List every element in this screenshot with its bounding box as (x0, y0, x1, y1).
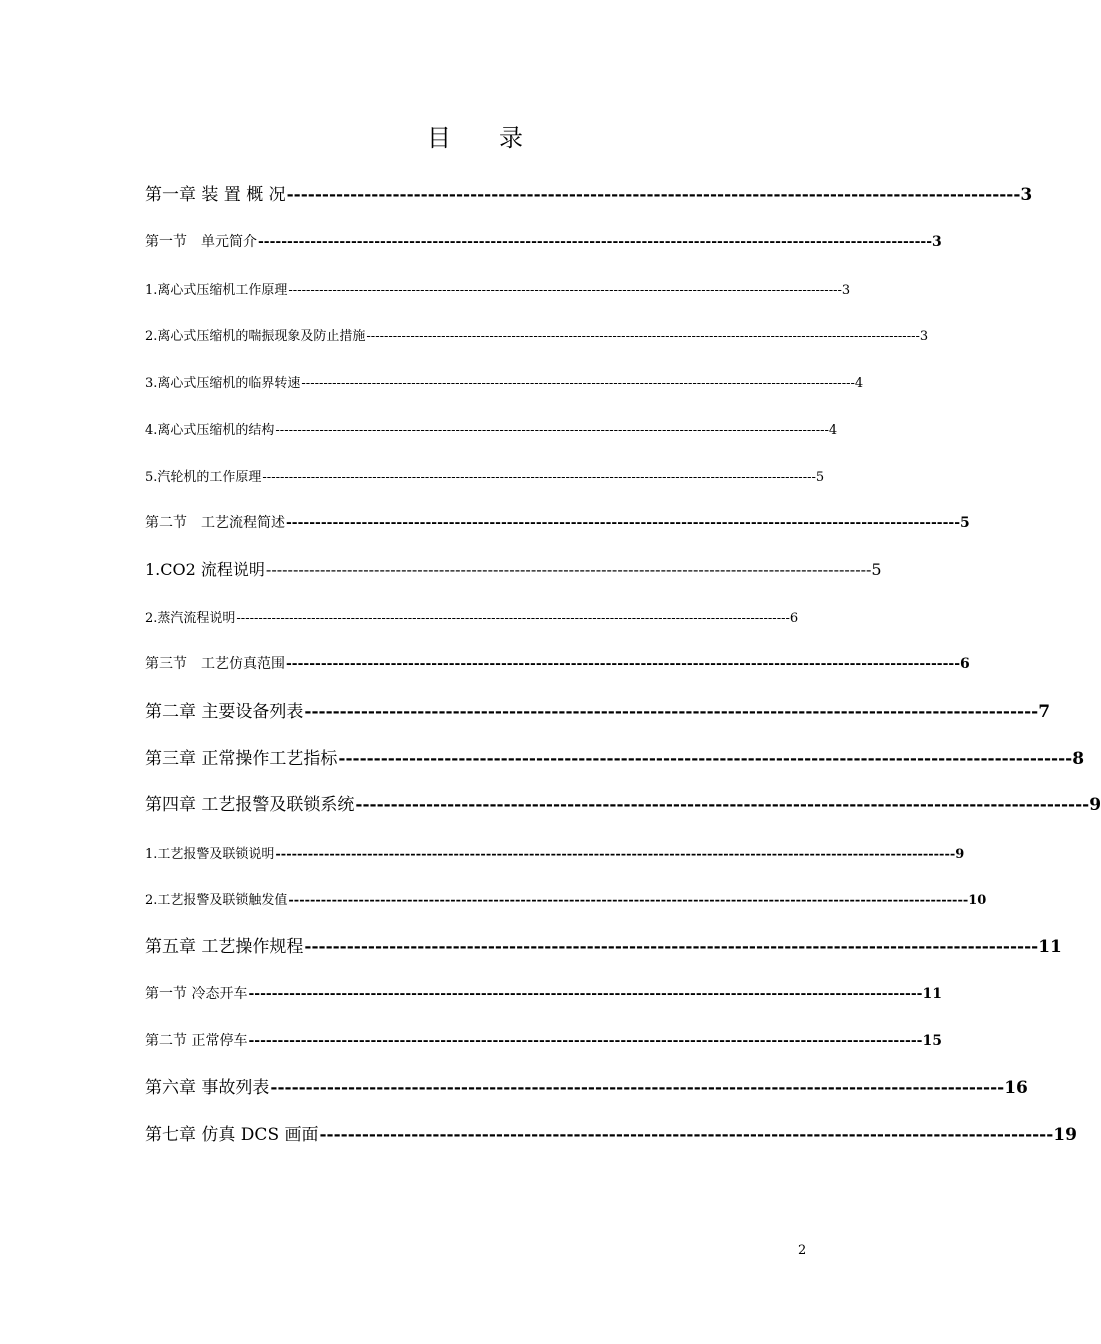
toc-leader-dots: ------------------------------------------------------------------------------------------------------------------------------ (301, 376, 855, 391)
toc-leader-dots: -------------------------------------------------------------------------------------------------------------------- (248, 1033, 923, 1049)
toc-entry-label: 1.离心式压缩机工作原理 (145, 283, 288, 298)
toc-entry-label: 2.工艺报警及联锁触发值 (145, 893, 288, 908)
toc-entry-label: 第六章 事故列表 (145, 1078, 270, 1098)
toc-entry-label: 2.蒸汽流程说明 (145, 611, 236, 626)
toc-entry-label: 1.CO2 流程说明 (145, 560, 265, 579)
toc-entry[interactable] (145, 653, 970, 673)
toc-entry-page: 3 (919, 329, 929, 344)
toc-leader-dots: -------------------------------------------------------------------------------------------------------- (338, 749, 1073, 769)
toc-entry-label: 5.汽轮机的工作原理 (145, 470, 262, 485)
toc-entry-label: 第二章 主要设备列表 (145, 702, 304, 722)
toc-entry-page: 9 (1089, 795, 1101, 815)
toc-entry[interactable] (145, 512, 970, 532)
toc-entry[interactable] (145, 744, 1085, 769)
toc-entry[interactable] (145, 419, 838, 438)
toc-leader-dots: -------------------------------------------------------------------------------------------------------- (304, 937, 1039, 957)
toc-entry[interactable] (145, 889, 987, 908)
toc-leader-dots: -------------------------------------------------------------------------------------------------------- (319, 1125, 1054, 1145)
toc-entry-page: 7 (1038, 702, 1051, 722)
toc-entry-label: 第一章 装 置 概 况 (145, 185, 286, 205)
toc-entry[interactable] (145, 1073, 1028, 1098)
toc-entry-label: 第四章 工艺报警及联锁系统 (145, 795, 355, 815)
toc-entry[interactable] (145, 1120, 1077, 1145)
toc-leader-dots: ------------------------------------------------------------------------------------------------------------------------------ (275, 423, 829, 438)
toc-leader-dots: -------------------------------------------------------------------------------------------------------- (270, 1078, 1005, 1098)
toc-entry[interactable] (145, 607, 799, 626)
toc-leader-dots: -------------------------------------------------------------------------------------------------------------------- (248, 986, 923, 1002)
toc-leader-dots: -------------------------------------------------------------------------------------------------------- (355, 795, 1090, 815)
toc-leader-dots: -------------------------------------------------------------------------------------------------------------------- (286, 515, 961, 531)
toc-entry[interactable] (145, 231, 942, 251)
toc-entry[interactable] (145, 1030, 942, 1050)
toc-entry-page: 4 (828, 423, 838, 438)
toc-entry-label: 4.离心式压缩机的结构 (145, 423, 275, 438)
toc-entry[interactable] (145, 325, 929, 344)
toc-entry[interactable] (145, 180, 1033, 205)
toc-entry-page: 11 (922, 986, 942, 1002)
toc-entry-label: 第一节 冷态开车 (145, 986, 248, 1002)
toc-leader-dots: ------------------------------------------------------------------------------------------------------------------------------ (366, 329, 920, 344)
toc-entry[interactable] (145, 790, 1101, 815)
toc-entry-page: 6 (789, 611, 799, 626)
toc-leader-dots: ------------------------------------------------------------------------------------------------------------------------------ (275, 847, 956, 862)
toc-leader-dots: -------------------------------------------------------------------------------------------------------- (286, 185, 1021, 205)
toc-leader-dots: -------------------------------------------------------------------------------------------------------------------- (258, 234, 933, 250)
toc-entry-page: 10 (968, 893, 987, 908)
toc-entry[interactable] (145, 557, 882, 580)
toc-entry-page: 15 (922, 1033, 942, 1049)
toc-title: 目 录 (427, 124, 523, 152)
toc-entry-page: 9 (955, 847, 965, 862)
toc-entry-page: 5 (815, 470, 825, 485)
toc-entry-page: 8 (1072, 749, 1085, 769)
toc-entry-label: 3.离心式压缩机的临界转速 (145, 376, 301, 391)
toc-entry-label: 2.离心式压缩机的喘振现象及防止措施 (145, 329, 366, 344)
toc-entry-page: 5 (960, 515, 970, 531)
toc-entry-page: 5 (871, 560, 882, 579)
toc-entry-label: 第三章 正常操作工艺指标 (145, 749, 338, 769)
toc-entry-page: 6 (960, 656, 970, 672)
toc-entry-label: 第一节 单元简介 (145, 234, 257, 250)
toc-entry-page: 4 (854, 376, 864, 391)
toc-entry[interactable] (145, 279, 851, 298)
toc-entry[interactable] (145, 466, 825, 485)
toc-entry-page: 3 (1020, 185, 1033, 205)
toc-entry-page: 11 (1038, 937, 1062, 957)
toc-entry-page: 16 (1004, 1078, 1028, 1098)
toc-entry[interactable] (145, 697, 1051, 722)
toc-entry-label: 第三节 工艺仿真范围 (145, 656, 285, 672)
toc-entry[interactable] (145, 843, 965, 862)
toc-entry-label: 第七章 仿真 DCS 画面 (145, 1125, 319, 1145)
toc-leader-dots: ------------------------------------------------------------------------------------------------------------------------------ (288, 283, 842, 298)
toc-leader-dots: -------------------------------------------------------------------------------------------------------- (304, 702, 1039, 722)
toc-entry-page: 3 (841, 283, 851, 298)
toc-leader-dots: -------------------------------------------------------------------------------------------------------------------- (286, 656, 961, 672)
toc-leader-dots: ---------------------------------------------------------------------------------------------------------------- (265, 560, 872, 579)
toc-entry[interactable] (145, 372, 864, 391)
toc-leader-dots: ------------------------------------------------------------------------------------------------------------------------------ (262, 470, 816, 485)
toc-entry[interactable] (145, 932, 1062, 957)
toc-entry-page: 19 (1053, 1125, 1077, 1145)
toc-leader-dots: ------------------------------------------------------------------------------------------------------------------------------ (288, 893, 969, 908)
toc-entry-label: 第五章 工艺操作规程 (145, 937, 304, 957)
page-number: 2 (798, 1243, 807, 1258)
toc-entry-label: 第二节 工艺流程简述 (145, 515, 285, 531)
toc-leader-dots: ------------------------------------------------------------------------------------------------------------------------------ (236, 611, 790, 626)
toc-entry-page: 3 (932, 234, 942, 250)
toc-entry-label: 第二节 正常停车 (145, 1033, 248, 1049)
toc-entry-label: 1.工艺报警及联锁说明 (145, 847, 275, 862)
toc-entry[interactable] (145, 983, 942, 1003)
